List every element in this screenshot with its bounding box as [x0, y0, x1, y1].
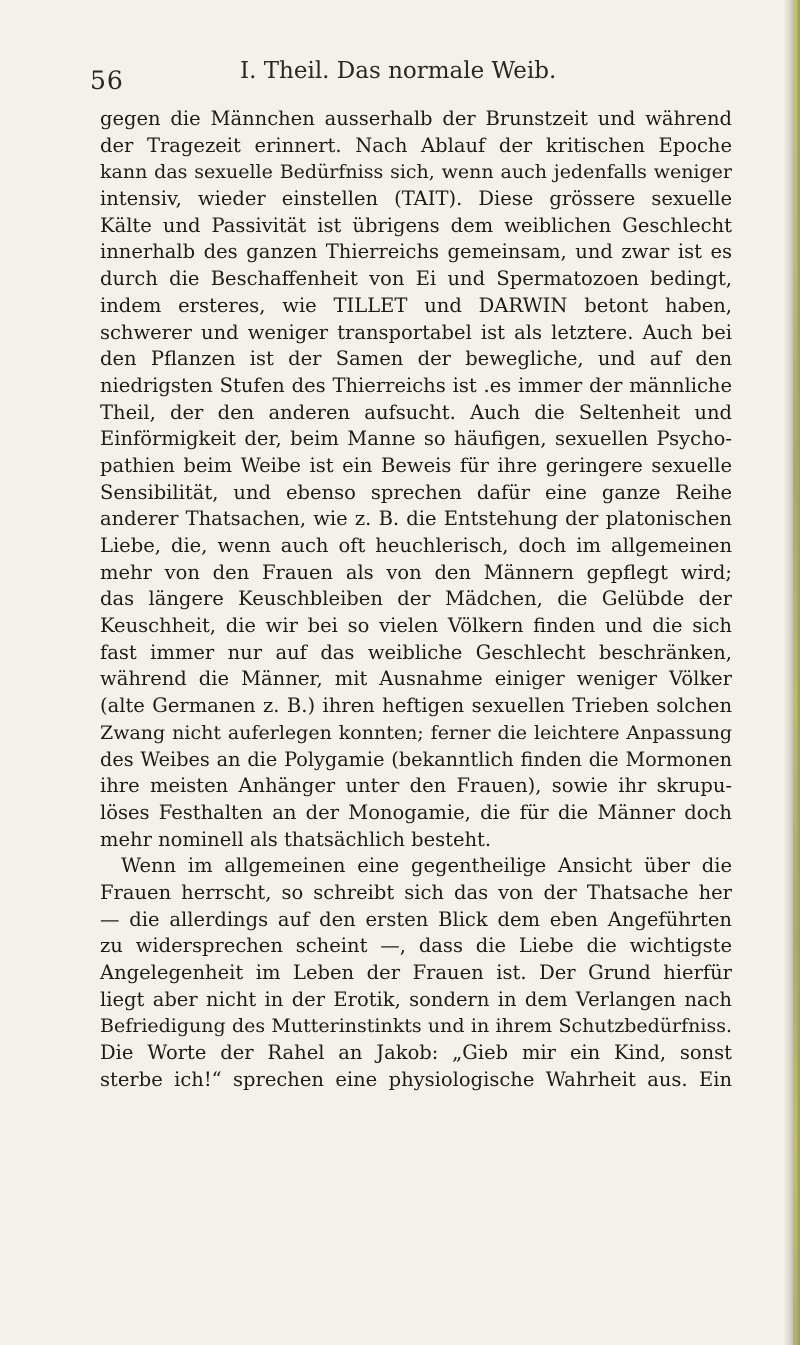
text-line: pathien beim Weibe ist ein Beweis für ihre geringere sexuelle: [100, 453, 732, 477]
text-line: Keuschheit, die wir bei so vielen Völkern finden und die sich: [100, 614, 732, 638]
text-line: Angelegenheit im Leben der Frauen ist. Der Grund hierfür: [100, 961, 732, 984]
text-line: Liebe, die, wenn auch oft heuchlerisch, doch im allgemeinen: [100, 534, 732, 557]
body-text: [100, 106, 732, 1093]
text-line: ihre meisten Anhänger unter den Frauen), sowie ihr skrupu-: [100, 774, 732, 798]
text-line: innerhalb des ganzen Thierreichs gemeinsam, und zwar ist es: [100, 240, 732, 264]
text-line: indem ersteres, wie TILLET und DARWIN betont haben,: [100, 293, 732, 317]
text-line: Theil, der den anderen aufsucht. Auch die Seltenheit und: [100, 400, 732, 424]
text-line: Sensibilität, und ebenso sprechen dafür eine ganze Reihe: [100, 480, 732, 504]
page-edge-shadow: [784, 0, 800, 1345]
text-line: Frauen herrscht, so schreibt sich das von der Thatsache her: [100, 880, 732, 904]
text-line: schwerer und weniger transportabel ist als letztere. Auch bei: [100, 320, 732, 344]
text-line: das längere Keuschbleiben der Mädchen, die Gelübde der: [100, 587, 732, 611]
text-line: während die Männer, mit Ausnahme einiger weniger Völker: [100, 667, 732, 691]
text-line: durch die Beschaffenheit von Ei und Spermatozoen bedingt,: [100, 267, 732, 291]
text-line: gegen die Männchen ausserhalb der Brunstzeit und während: [100, 107, 732, 130]
text-line: anderer Thatsachen, wie z. B. die Entstehung der platonischen: [100, 507, 732, 531]
page-header: [90, 58, 730, 98]
text-line: — die allerdings auf den ersten Blick dem eben Angeführten: [100, 907, 732, 931]
page-edge-stain: [793, 0, 797, 1345]
text-line: des Weibes an die Polygamie (bekanntlich finden die Mormonen: [100, 747, 732, 771]
text-line: (alte Germanen z. B.) ihren heftigen sexuellen Trieben solchen: [100, 694, 732, 718]
text-line: Wenn im allgemeinen eine gegentheilige Ansicht über die: [121, 854, 732, 878]
text-line: liegt aber nicht in der Erotik, sondern in dem Verlangen nach: [100, 987, 732, 1011]
text-line: Kälte und Passivität ist übrigens dem weiblichen Geschlecht: [100, 213, 732, 237]
text-line: zu widersprechen scheint —, dass die Liebe die wichtigste: [100, 934, 732, 958]
text-line: den Pflanzen ist der Samen der bewegliche, und auf den: [100, 347, 732, 371]
text-line: intensiv, wieder einstellen (TAIT). Diese grössere sexuelle: [100, 187, 732, 211]
page-number: 56: [90, 66, 124, 95]
text-line: Zwang nicht auferlegen konnten; ferner die leichtere Anpassung: [100, 721, 732, 744]
text-line: der Tragezeit erinnert. Nach Ablauf der kritischen Epoche: [100, 133, 732, 157]
text-line: mehr von den Frauen als von den Männern gepflegt wird;: [100, 560, 732, 584]
text-line: kann das sexuelle Bedürfniss sich, wenn auch jedenfalls weniger: [100, 161, 732, 184]
running-head: I. Theil. Das normale Weib.: [240, 58, 557, 84]
text-line: sterbe ich!“ sprechen eine physiologische Wahrheit aus. Ein: [100, 1067, 732, 1091]
text-line: löses Festhalten an der Monogamie, die für die Männer doch: [100, 800, 732, 824]
text-line: niedrigsten Stufen des Thierreichs ist .es immer der männliche: [100, 373, 732, 397]
text-line: Einförmigkeit der, beim Manne so häufigen, sexuellen Psycho-: [100, 427, 732, 451]
text-line: Die Worte der Rahel an Jakob: „Gieb mir ein Kind, sonst: [100, 1041, 732, 1065]
text-line: fast immer nur auf das weibliche Geschlecht beschränken,: [100, 640, 732, 664]
text-line: Befriedigung des Mutterinstinkts und in ihrem Schutzbedürfniss.: [100, 1015, 732, 1038]
text-line: mehr nominell als thatsächlich besteht.: [100, 827, 492, 851]
